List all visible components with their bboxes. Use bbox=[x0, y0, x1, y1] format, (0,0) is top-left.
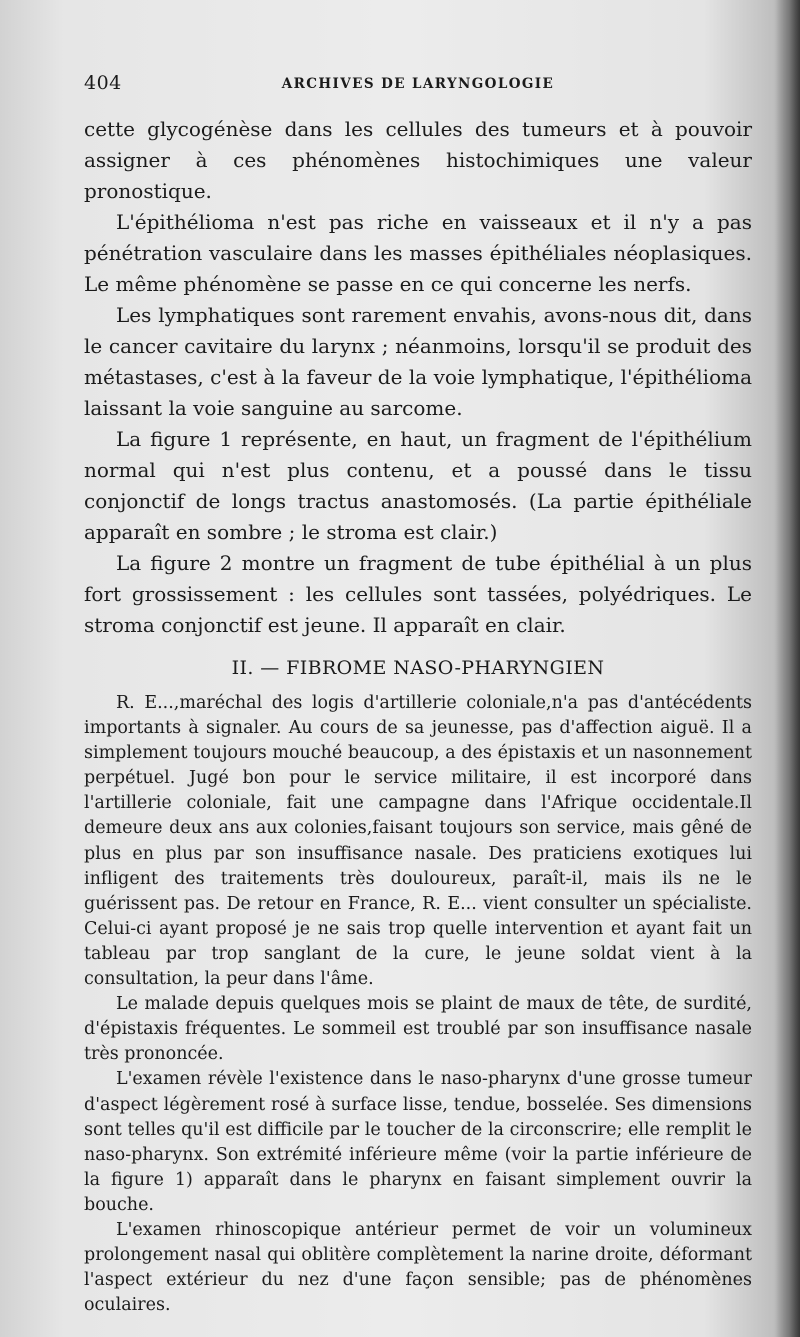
page-gutter-shadow bbox=[774, 0, 800, 1337]
case-paragraph: Le malade depuis quelques mois se plaint de maux de tête, de surdité, d'épistaxis fréquentes. Le sommeil est troublé par son insuffisance nasale très prononcée. bbox=[84, 994, 752, 1065]
paragraph: La figure 1 représente, en haut, un fragment de l'épithélium normal qui n'est plus contenu, et a poussé dans le tissu conjonctif de longs tractus anastomosés. (La partie épithéliale apparaît en sombre ; le stroma est clair.) bbox=[84, 427, 752, 544]
main-text bbox=[84, 114, 752, 1318]
case-paragraph: L'examen révèle l'existence dans le naso-pharynx d'une grosse tumeur d'aspect légèrement rosé à surface lisse, tendue, bosselée. Ses dimensions sont telles qu'il est difficile par le toucher de la circonscrire; elle remplit le naso-pharynx. Son extrémité inférieure même (voir la partie inférieure de la figure 1) apparaît dans le pharynx en faisant simplement ouvrir la bouche. bbox=[84, 1069, 752, 1215]
paragraph: La figure 2 montre un fragment de tube épithélial à un plus fort grossissement : les cellules sont tassées, polyédriques. Le stroma conjonctif est jeune. Il apparaît en clair. bbox=[84, 551, 752, 637]
page-header bbox=[84, 72, 752, 98]
case-paragraph: L'examen rhinoscopique antérieur permet de voir un volumineux prolongement nasal qui oblitère complètement la narine droite, déformant l'aspect extérieur du nez d'une façon sensible; pas de phénomènes oculaires. bbox=[84, 1219, 752, 1316]
paragraph: cette glycogénèse dans les cellules des tumeurs et à pouvoir assigner à ces phénomènes histochimiques une valeur pronostique. bbox=[84, 117, 752, 203]
paragraph: L'épithélioma n'est pas riche en vaisseaux et il n'y a pas pénétration vasculaire dans les masses épithéliales néoplasiques. Le même phénomène se passe en ce qui concerne les nerfs. bbox=[84, 210, 752, 296]
case-paragraph: R. E...,maréchal des logis d'artillerie coloniale,n'a pas d'antécédents importants à signaler. Au cours de sa jeunesse, pas d'affection aiguë. Il a simplement toujours mouché beaucoup, a des épistaxis et un nasonnement perpétuel. Jugé bon pour le service militaire, il est incorporé dans l'artillerie coloniale, fait une campagne dans l'Afrique occidentale.Il demeure deux ans aux colonies,faisant toujours son service, mais gêné de plus en plus par son insuffisance nasale. Des praticiens exotiques lui infligent des traitements très douloureux, paraît-il, mais ils ne le guérissent pas. De retour en France, R. E... vient consulter un spécialiste. Celui-ci ayant proposé je ne sais trop quelle intervention et ayant fait un tableau par trop sanglant de la cure, le jeune soldat vient à la consultation, la peur dans l'âme. bbox=[84, 693, 752, 990]
section-heading: II. — FIBROME NASO-PHARYNGIEN bbox=[231, 657, 605, 679]
paragraph: Les lymphatiques sont rarement envahis, avons-nous dit, dans le cancer cavitaire du larynx ; néanmoins, lorsqu'il se produit des métastases, c'est à la faveur de la voie lymphatique, l'épithélioma laissant la voie sanguine au sarcome. bbox=[84, 303, 752, 420]
page-number: 404 bbox=[84, 72, 122, 94]
running-title: ARCHIVES DE LARYNGOLOGIE bbox=[281, 76, 555, 92]
